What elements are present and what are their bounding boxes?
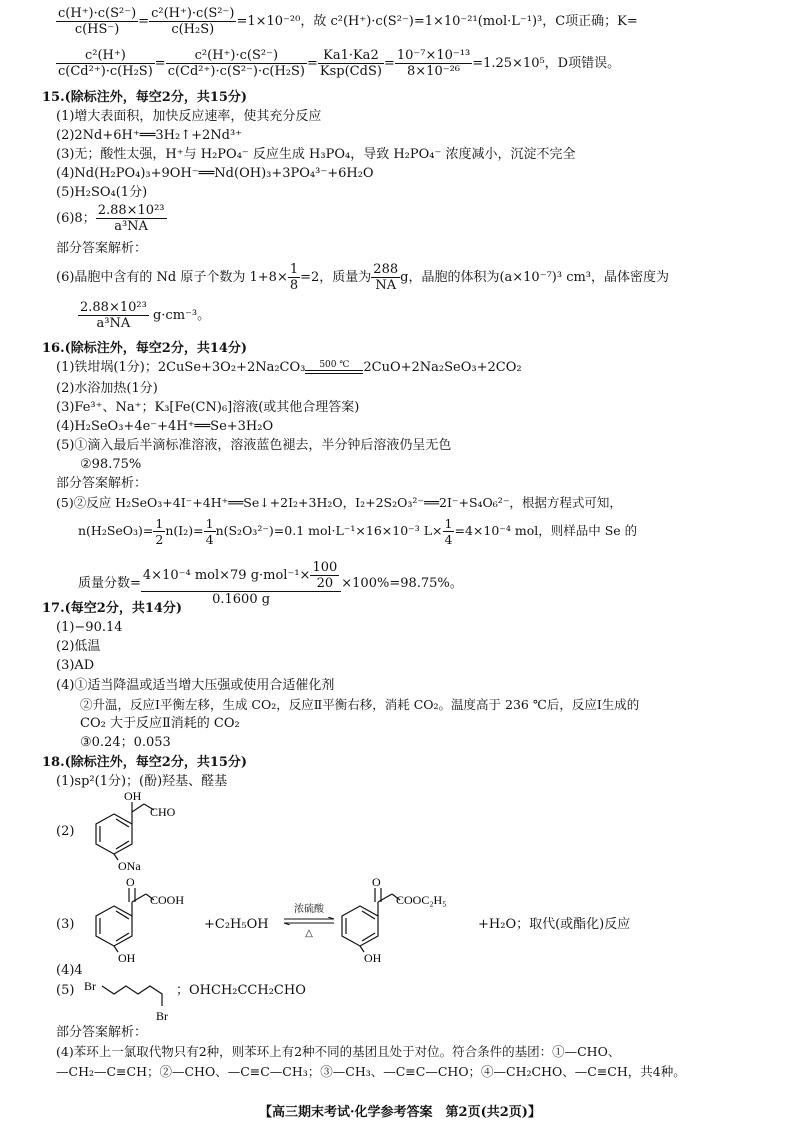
q15-analysis-1 [56,262,669,293]
fraction [153,516,165,547]
q18-answer-5-tail: ；OHCH₂CCH₂CHO [176,983,306,998]
structure-diagram [84,976,184,1024]
molecule-5 [84,976,184,1024]
denominator: c(Cd²⁺)·c(S²⁻)·c(H₂S) [167,64,305,79]
numerator: 100 [312,560,338,575]
hydroxyl-label: OH [364,951,382,965]
q15-answer-4: (4)Nd(H₂PO₄)₃+9OH⁻══Nd(OH)₃+3PO₄³⁻+6H₂O [56,166,374,181]
sodium-phenoxide-label: ONa [118,859,141,873]
q17-answer-1: (1)−90.14 [56,620,123,635]
reaction-condition: △ [305,928,313,939]
denominator: a³NA [96,316,131,331]
q17-answer-7: ③0.24；0.053 [80,735,171,750]
denominator: c(Cd²⁺)·c(H₂S) [58,64,153,79]
q18-ethanol: +C₂H₅OH [204,917,269,932]
q17-answer-3: (3)AD [56,658,95,673]
molecule-3-product [330,876,490,966]
q15-answer-3: (3)无；酸性太强，H⁺与 H₂PO₄⁻ 反应生成 H₃PO₄，导致 H₂PO₄⁻ 浓度减小，沉淀不完全 [56,147,576,162]
q16-answer-1 [56,359,522,377]
fraction [96,203,167,234]
denominator: 8×10⁻²⁶ [407,64,461,79]
q16-answer-3: (3)Fe³⁺、Na⁺；K₃[Fe(CN)₆]溶液(或其他合理答案) [56,400,360,415]
numerator: 1 [289,262,299,277]
q15-analysis-label: 部分答案解析： [56,241,148,256]
text: 质量分数= [78,576,141,591]
fraction [78,300,149,331]
q18-answer-5-label: (5) [56,983,75,998]
numerator: c(H⁺)·c(S²⁻) [58,6,137,21]
fraction [149,6,236,37]
fraction [288,262,300,293]
aldehyde-label: CHO [150,805,176,819]
denominator: Ksp(CdS) [319,64,382,79]
bromine-label: Br [84,979,96,993]
carboxyl-label: COOH [150,893,185,907]
numerator: Ka1·Ka2 [318,48,384,64]
text: =1×10⁻²⁰，故 c²(H⁺)·c(S²⁻)=1×10⁻²¹(mol·L⁻¹)³，C项正确；K= [236,14,638,29]
q15-answer-1: (1)增大表面积，加快反应速率，使其充分反应 [56,109,322,124]
molecule-2 [84,788,204,876]
numerator: c²(H⁺)·c(S²⁻) [151,6,235,21]
structure-diagram [330,876,490,966]
denominator: c(HS⁻) [74,22,120,37]
text: n(H₂SeO₃)= [78,523,154,538]
q18-answer-3-label: (3) [56,917,75,932]
ester-label: COOC₂H₅ [396,893,447,907]
text: =4×10⁻⁴ mol，则样品中 Se 的 [454,523,638,538]
q18-answer-2-label: (2) [56,824,75,839]
carbonyl-label: O [372,875,381,889]
numerator: 1 [205,516,214,531]
q16-heading: 16.(除标注外，每空2分，共14分) [42,341,248,356]
q18-answer-1: (1)sp²(1分)；(酚)羟基、醛基 [56,774,228,789]
q18-answer-4: (4)4 [56,963,83,978]
fraction [371,262,400,293]
q18-analysis-2: —CH₂—C≡CH；②—CHO、—C≡C—CH₃；③—CH₃、—C≡C—CHO；④—CH₂CHO、—C≡CH，共4种。 [56,1064,686,1079]
reaction-arrow-esterification [282,904,336,940]
text: n(S₂O₃²⁻)=0.1 mol·L⁻¹×16×10⁻³ L× [215,523,443,538]
text: (1)铁坩埚(1分)；2CuSe+3O₂+2Na₂CO₃ [56,360,306,375]
numerator: 288 [373,262,399,277]
text: =1.25×10⁵，D项错误。 [472,56,621,71]
hydroxyl-label: OH [118,951,136,965]
fraction [318,48,384,79]
fraction [395,48,472,79]
q17-answer-4: (4)①适当降温或适当增大压强或使用合适催化剂 [56,678,335,693]
numerator: 1 [155,516,164,531]
q16-answer-6: ②98.75% [80,457,142,472]
q16-analysis-1: (5)②反应 H₂SeO₃+4I⁻+4H⁺══Se↓+2I₂+3H₂O，I₂+2S₂O₃²⁻══2I⁻+S₄O₆²⁻，根据方程式可知， [56,495,622,510]
q17-answer-5: ②升温，反应Ⅰ平衡左移，生成 CO₂，反应Ⅱ平衡右移，消耗 CO₂。温度高于 236 ℃后，反应Ⅰ生成的 [80,697,640,712]
formula-line-2: $\frac{\text{c²(H⁺)}}{\text{c(Cd²⁺)·c(H₂S)}}$ = $\frac{\text{c²(H⁺)·c(S²⁻)}}{\text{c(Cd²⁺)·c(S²⁻)·c(H₂S)}}$ = $\frac{Ka1\cdot Ka2}{\text{Ksp(CdS)}}$ = $\frac{\text{10⁻⁷×10⁻¹³}}{\text{8×10⁻²⁶}}$ =1.25×10⁵，D项错误。 [58,48,621,79]
denominator: 4 [444,532,453,547]
q18-answer-3-tail: +H₂O；取代(或酯化)反应 [478,917,631,932]
q17-answer-2: (2)低温 [56,639,101,654]
fraction [443,516,455,547]
text: ×100%=98.75%。 [341,576,463,591]
fraction [56,48,155,79]
denominator: a³NA [114,219,148,234]
numerator: 2.88×10²³ [97,203,165,218]
q17-heading: 17.(每空2分，共14分) [42,601,183,616]
q15-heading: 15.(除标注外，每空2分，共15分) [42,90,248,105]
numerator: 10⁻⁷×10⁻¹³ [396,48,471,63]
q16-answer-4: (4)H₂SeO₃+4e⁻+4H⁺══Se+3H₂O [56,419,274,434]
q18-analysis-1: (4)苯环上一氯取代物只有2种，则苯环上有2种不同的基团且处于对位。符合条件的基团：①—CHO、 [56,1044,621,1059]
q16-analysis-2 [78,516,637,547]
q15-answer-6 [56,203,167,234]
denominator: 8 [289,278,299,293]
denominator: 0.1600 g [212,592,271,607]
structure-diagram [84,876,214,966]
denominator: 4 [205,532,214,547]
q17-answer-6: CO₂ 大于反应Ⅱ消耗的 CO₂ [80,716,240,731]
q15-answer-5: (5)H₂SO₄(1分) [56,185,148,200]
text: n(I₂)= [165,523,204,538]
fraction [56,6,138,37]
fraction [166,48,307,79]
reversible-arrow-icon [282,917,336,925]
denominator: c(H₂S) [171,22,215,37]
q15-analysis-2 [78,300,210,331]
reaction-condition: 浓硫酸 [294,904,324,915]
carbonyl-label: O [126,875,135,889]
denominator: 2 [155,532,164,547]
reaction-condition: 500 ℃ [319,360,350,370]
text: 4×10⁻⁴ mol×79 g·mol⁻¹× [142,568,311,583]
text: g，晶胞的体积为(a×10⁻⁷)³ cm³，晶体密度为 [400,270,670,285]
text: =2，质量为 [300,270,372,285]
denominator: NA [375,278,397,293]
numerator: 2.88×10²³ [80,300,147,315]
text: (6)晶胞中含有的 Nd 原子个数为 1+8× [56,270,288,285]
q18-analysis-label: 部分答案解析： [56,1025,148,1040]
reaction-arrow [305,361,363,374]
fraction [204,516,216,547]
q16-answer-2: (2)水浴加热(1分) [56,381,158,396]
text: (6)8； [56,211,96,226]
fraction [310,560,339,591]
molecule-3-reactant [84,876,214,966]
denominator: 20 [316,576,334,591]
q16-answer-5: (5)①滴入最后半滴标准溶液，溶液蓝色褪去，半分钟后溶液仍呈无色 [56,438,452,453]
numerator: 1 [444,516,453,531]
hydroxyl-label: OH [124,789,142,803]
equals: = [138,14,150,29]
numerator: c²(H⁺)·c(S²⁻) [166,48,307,64]
formula-line-1 [56,6,638,37]
text: g·cm⁻³。 [152,308,211,323]
q15-answer-2: (2)2Nd+6H⁺══3H₂↑+2Nd³⁺ [56,128,243,143]
q16-analysis-label: 部分答案解析： [56,476,148,491]
page-footer: 【高三期末考试·化学参考答案 第2页(共2页)】 [259,1105,541,1120]
numerator [141,560,341,592]
numerator: c²(H⁺) [56,48,155,64]
text: 2CuO+2Na₂SeO₃+2CO₂ [363,360,522,375]
structure-diagram [84,788,204,876]
q18-heading: 18.(除标注外，每空2分，共15分) [42,755,248,770]
bromine-label: Br [156,1009,168,1023]
